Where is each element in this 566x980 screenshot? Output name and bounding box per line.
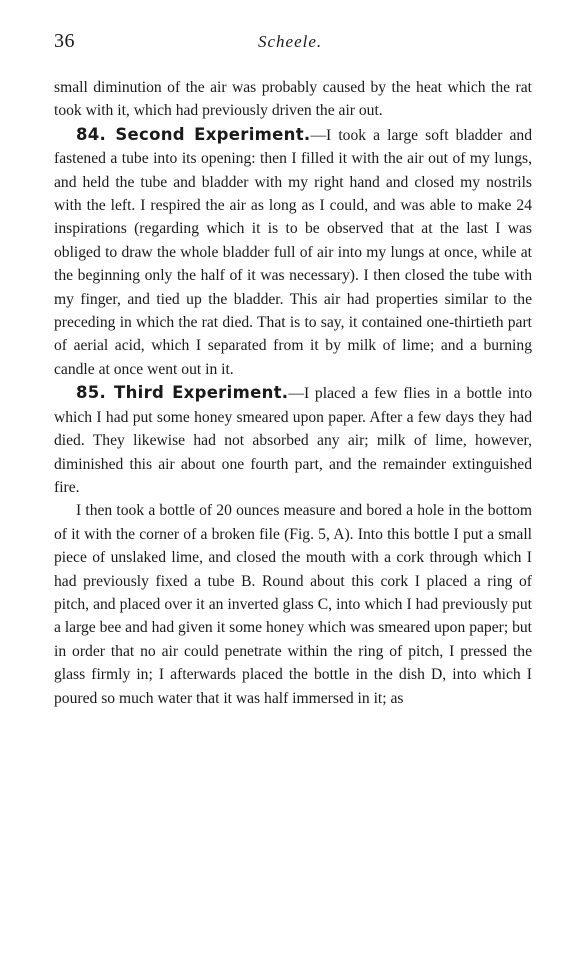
paragraph-continuation [54,76,532,123]
body-text [54,76,532,710]
experiment-heading: 84. Second Experiment. [76,124,311,144]
paragraph-experiment-84 [54,123,532,381]
running-head: Scheele. [258,32,323,51]
paragraph-text: —I took a large soft bladder and fastened a tube into its opening: then I filled it with the air out of my lungs, and held the tube and bladder with my right hand and closed my nostrils with the left. I respired the air as long as I could, and was able to make 24 inspirations (regarding which it is to be observed that at the last I was obliged to draw the whole bladder full of air into my lungs at once, while at the beginning only the half of it was necessary). I then closed the tube with my finger, and tied up the bladder. This air had properties similar to the preceding in which the rat died. That is to say, it contained one-thirtieth part of aerial acid, which I separated from it by milk of lime; and a burning candle at once went out in it. [54,126,532,378]
paragraph-bottle [54,499,532,710]
paragraph-text: small diminution of the air was probably caused by the heat which the rat took with it, which had previously driven the air out. [54,79,532,120]
experiment-heading: 85. Third Experiment. [76,383,289,403]
page-number: 36 [54,30,75,52]
paragraph-experiment-85 [54,381,532,499]
paragraph-text: —I placed a few flies in a bottle into which I had put some honey smeared upon paper. After a few days they had died. They likewise had not absorbed any air; milk of lime, however, diminished this air about one fourth part, and the remainder extinguished fire. [54,385,532,496]
paragraph-text: I then took a bottle of 20 ounces measure and bored a hole in the bottom of it with the corner of a broken file (Fig. 5, A). Into this bottle I put a small piece of unslaked lime, and closed the mouth with a cork through which I had previously fixed a tube B. Round about this cork I placed a ring of pitch, and placed over it an inverted glass C, into which I had previously put a large bee and had given it some honey which was smeared upon paper; but in order that no air could penetrate within the ring of pitch, I pressed the glass firmly in; I afterwards placed the bottle in the dish D, into which I poured so much water that it was half immersed in it; as [54,502,532,707]
page-header [54,30,532,56]
